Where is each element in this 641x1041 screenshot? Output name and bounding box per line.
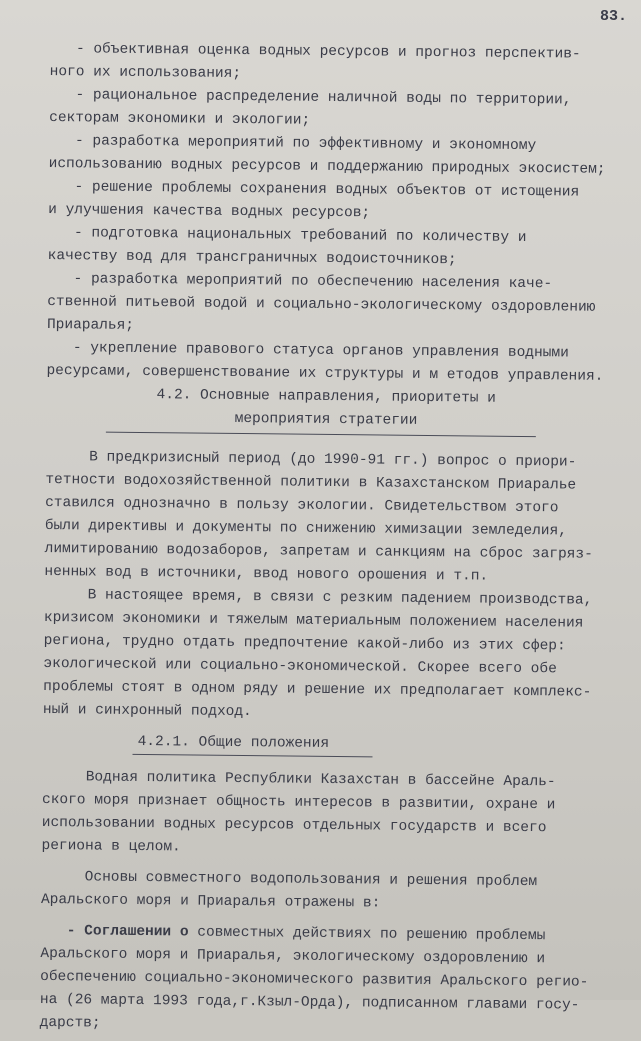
list-line: использованию водных ресурсов и поддержанию природных экосистем; <box>48 155 606 178</box>
paragraph-line: кризисом экономики и тяжелым материальным положением населения <box>43 609 584 632</box>
list-line: - укрепление правового статуса органов управления водными <box>46 339 569 362</box>
list-line: ного их использования; <box>49 63 242 83</box>
paragraph-line: Основы совместного водопользования и решения проблем <box>41 868 538 891</box>
text-body <box>40 38 610 1041</box>
agreement-lead: - Соглашении о <box>40 922 198 941</box>
paragraph-line: лимитированию водозаборов, запретам и санкциям на сброс загряз- <box>44 540 593 563</box>
paragraph-line: В предкризисный период (до 1990-91 гг.) вопрос о приори- <box>45 448 577 471</box>
list-line: - разработка мероприятий по обеспечению населения каче- <box>47 270 553 293</box>
list-line: Приаралья; <box>46 316 135 334</box>
paragraph-line: региона, трудно отдать предпочтение какой-либо из этих сфер: <box>43 632 566 655</box>
paragraph-line: ненных вод в источники, ввод нового орошения и т.п. <box>44 563 489 585</box>
paragraph-line: Водная политика Республики Казахстан в бассейне Араль- <box>42 768 556 791</box>
agreement-line: на (26 марта 1993 года,г.Кзыл-Орда), подписанном главами госу- <box>39 991 580 1014</box>
paragraph-line: были директивы и документы по снижению химизации земледелия, <box>44 517 568 540</box>
list-line: и улучшения качества водных ресурсов; <box>48 201 371 222</box>
paragraph-line: проблемы стоят в одном ряду и решение их предполагает комплекс- <box>43 678 592 701</box>
paragraph-foundations <box>41 866 601 918</box>
agreement-item <box>40 920 601 1041</box>
paragraph-line: Аральского моря и Приаралья отражены в: <box>40 891 381 912</box>
list-line: - рациональное распределение наличной воды по территории, <box>49 86 572 109</box>
paragraph-precrisis <box>44 446 605 590</box>
paragraph-line: экологической или социально-экономической. Скорее всего обе <box>43 655 557 678</box>
subsection-heading <box>43 730 603 759</box>
section-heading-line: 4.2. Основные направления, приоритеты и <box>156 387 497 407</box>
list-line: - разработка мероприятий по эффективному и экономному <box>48 132 537 155</box>
section-heading-line: мероприятия стратегии <box>234 410 418 429</box>
paragraph-line: В настоящее время, в связи с резким падением производства, <box>44 586 593 609</box>
agreement-line: Аральского моря и Приаралья, экологическому оздоровлению и <box>40 945 546 968</box>
section-heading <box>46 383 606 435</box>
paragraph-line: ставился однозначно в пользу экологии. Свидетельством этого <box>45 494 559 517</box>
paragraph-line: тетности водохозяйственной политики в Казахстанском Приаралье <box>45 471 577 494</box>
paragraph-line: использовании водных ресурсов отдельных государств и всего <box>41 814 547 837</box>
objectives-list <box>46 38 610 389</box>
paragraph-line: региона в целом. <box>41 837 181 856</box>
agreement-rest: совместных действиях по решению проблемы <box>197 924 546 945</box>
paragraph-present <box>43 584 604 728</box>
paragraph-line: ского моря признает общность интересов в развитии, охране и <box>41 791 556 814</box>
list-line: ственной питьевой водой и социально-экологическому оздоровлению <box>47 293 596 316</box>
subsection-heading-text: 4.2.1. Общие положения <box>137 733 330 752</box>
agreement-line: обеспечению социально-экономического развития Аральского регио- <box>40 968 589 991</box>
list-line: - решение проблемы сохранения водных объектов от истощения <box>48 178 580 201</box>
list-line: качеству вод для трансграничных водоисточников; <box>47 247 457 269</box>
list-line: ресурсами, совершенствование их структуры и м етодов управления. <box>46 362 604 385</box>
list-line: - объективная оценка водных ресурсов и прогноз перспектив- <box>49 40 581 63</box>
agreement-line: дарств; <box>39 1014 101 1032</box>
list-line: секторам экономики и экологии; <box>49 109 311 129</box>
paragraph-line: ный и синхронный подход. <box>42 701 252 721</box>
list-line: - подготовка национальных требований по количеству и <box>47 224 527 247</box>
page-number: 83. <box>599 8 627 25</box>
paragraph-policy <box>41 766 602 864</box>
